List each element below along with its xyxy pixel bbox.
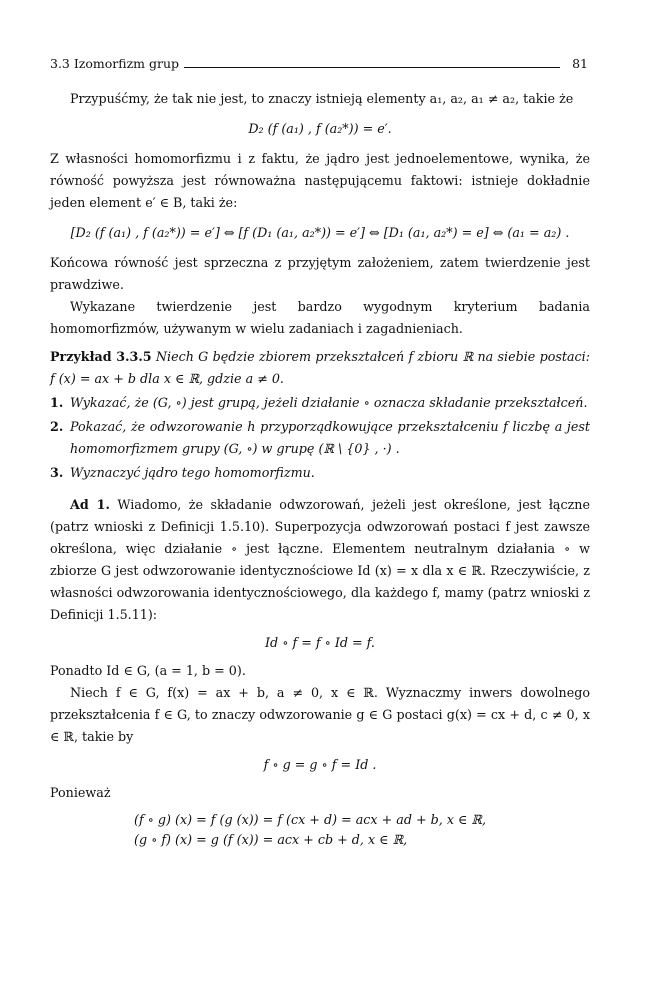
- item-number: 2.: [50, 419, 64, 434]
- equation-system: [134, 810, 590, 850]
- paragraph: Wykazane twierdzenie jest bardzo wygodnym kryterium badania homomorfizmów, używanym w wielu zadaniach i zagadnieniach.: [50, 299, 590, 336]
- section-title: 3.3 Izomorfizm grup: [50, 56, 180, 71]
- equation-line: (g ∘ f) (x) = g (f (x)) = acx + cb + d, x ∈ ℝ,: [134, 832, 408, 847]
- solution-block: [50, 494, 590, 850]
- example-label: Przykład 3.3.5: [50, 349, 152, 364]
- equation: Id ∘ f = f ∘ Id = f.: [265, 635, 375, 650]
- list-item: [50, 392, 590, 414]
- solution-label: Ad 1.: [70, 497, 110, 512]
- equation: f ∘ g = g ∘ f = Id .: [263, 757, 377, 772]
- page-number: 81: [572, 56, 588, 71]
- paragraph: Niech f ∈ G, f(x) = ax + b, a ≠ 0, x ∈ ℝ. Wyznaczmy inwers dowolnego przekształcenia f ∈ G, to znaczy odwzorowanie g ∈ G postaci g(x) = cx + d, c ≠ 0, x ∈ ℝ, takie by: [50, 685, 590, 744]
- item-text: Wykazać, że (G, ∘) jest grupą, jeżeli działanie ∘ oznacza składanie przekształceń.: [70, 395, 588, 410]
- example-text: Niech G będzie zbiorem przekształceń f zbioru ℝ na siebie postaci: f (x) = ax + b dla x ∈ ℝ, gdzie a ≠ 0.: [50, 349, 590, 386]
- item-number: 3.: [50, 465, 64, 480]
- paragraph: Ponieważ: [50, 785, 111, 800]
- paragraph: Końcowa równość jest sprzeczna z przyjętym założeniem, zatem twierdzenie jest prawdziwe.: [50, 255, 590, 292]
- equation-line: (f ∘ g) (x) = f (g (x)) = f (cx + d) = acx + ad + b, x ∈ ℝ,: [134, 812, 487, 827]
- page-header: [50, 55, 588, 73]
- paragraph: Z własności homomorfizmu i z faktu, że jądro jest jednoelementowe, wynika, że równość powyższa jest równoważna następującemu faktowi: istnieje dokładnie jeden element e′ ∈ B, taki że:: [50, 151, 590, 210]
- page-body: [50, 88, 590, 850]
- item-text: Pokazać, że odwzorowanie h przyporządkowujące przekształceniu f liczbę a jest homomorfizmem grupy (G, ∘) w grupę (ℝ \ {0} , ·) .: [70, 419, 590, 456]
- equation: D₂ (f (a₁) , f (a₂*)) = e′.: [248, 121, 392, 136]
- equation: [D₂ (f (a₁) , f (a₂*)) = e′] ⇔ [f (D₁ (a₁, a₂*)) = e′] ⇔ [D₁ (a₁, a₂*) = e] ⇔ (a₁ = a₂) .: [70, 225, 570, 240]
- paragraph: Ponadto Id ∈ G, (a = 1, b = 0).: [50, 663, 246, 678]
- item-number: 1.: [50, 395, 64, 410]
- list-item: [50, 416, 590, 460]
- solution-text: Wiadomo, że składanie odwzorowań, jeżeli jest określone, jest łączne (patrz wnioski z Definicji 1.5.10). Superpozycja odwzorowań postaci f jest zawsze określona, więc działanie ∘ jest łączne. Elementem neutralnym działania ∘ w zbiorze G jest odwzorowanie identycznościowe Id (x) = x dla x ∈ ℝ. Rzeczywiście, z własności odwzorowania identycznościowego, dla każdego f, mamy (patrz wnioski z Definicji 1.5.11):: [50, 497, 590, 622]
- example-block: [50, 346, 590, 484]
- paragraph: Przypuśćmy, że tak nie jest, to znaczy istnieją elementy a₁, a₂, a₁ ≠ a₂, takie że: [70, 91, 574, 106]
- list-item: [50, 462, 590, 484]
- item-text: Wyznaczyć jądro tego homomorfizmu.: [70, 465, 315, 480]
- header-rule: [184, 67, 560, 68]
